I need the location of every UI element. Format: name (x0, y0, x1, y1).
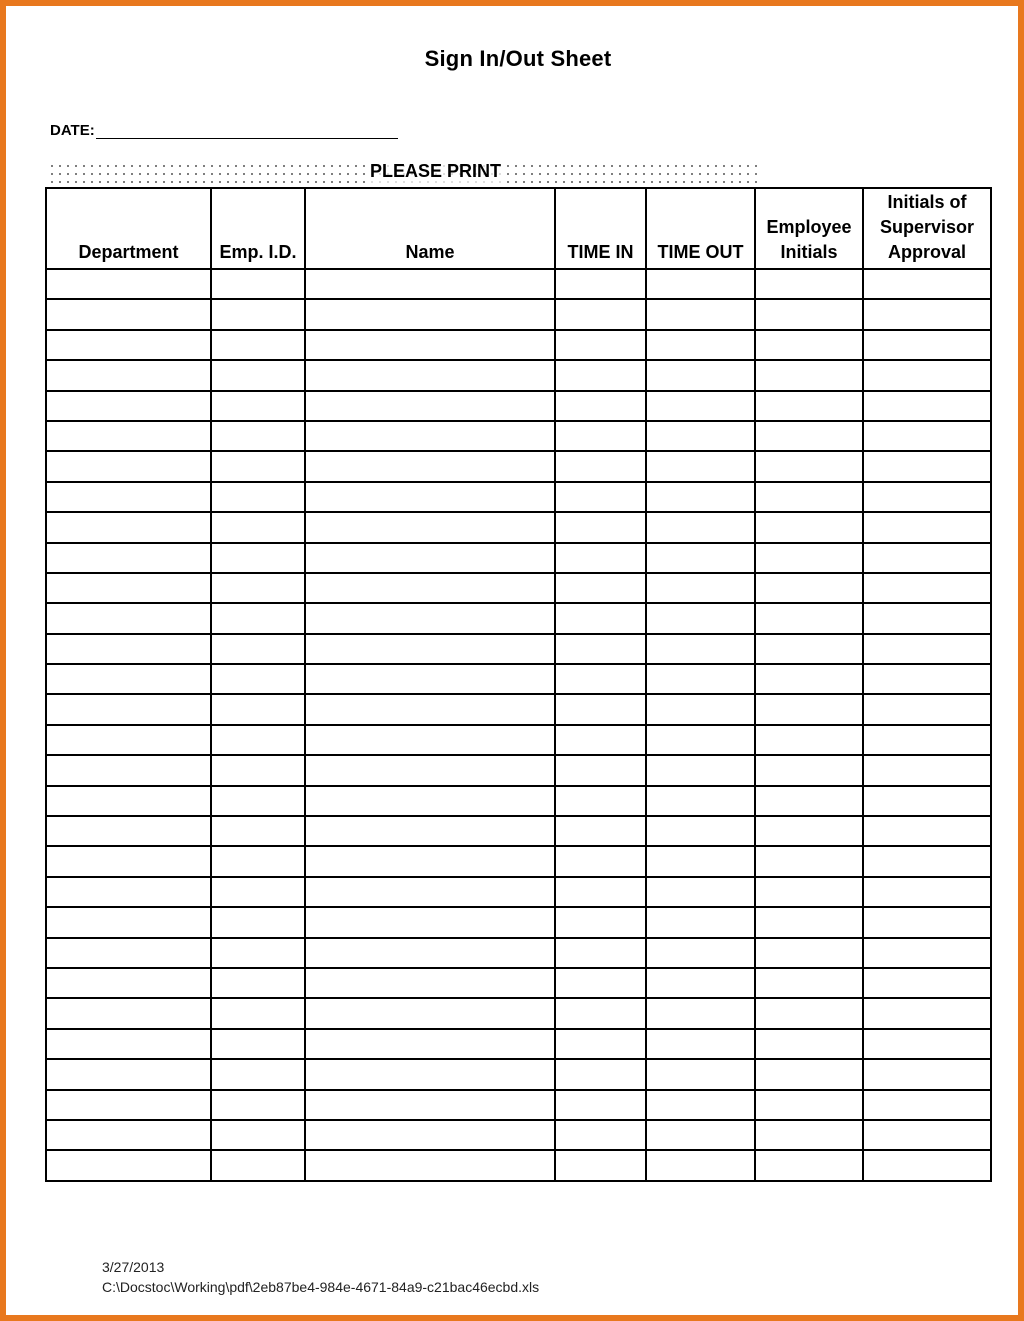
column-header-line: TIME OUT (657, 242, 744, 262)
cell-supervisor-approval[interactable] (863, 816, 991, 846)
cell-name[interactable] (305, 603, 555, 633)
cell-name[interactable] (305, 786, 555, 816)
cell-emp-id[interactable] (211, 1029, 305, 1059)
cell-name[interactable] (305, 938, 555, 968)
cell-department[interactable] (46, 421, 211, 451)
cell-emp-id[interactable] (211, 755, 305, 785)
cell-time-in[interactable] (555, 360, 646, 390)
cell-employee-initials[interactable] (755, 968, 863, 998)
cell-employee-initials[interactable] (755, 421, 863, 451)
cell-name[interactable] (305, 846, 555, 876)
cell-time-out[interactable] (646, 998, 755, 1028)
cell-time-in[interactable] (555, 512, 646, 542)
cell-time-out[interactable] (646, 968, 755, 998)
cell-emp-id[interactable] (211, 634, 305, 664)
cell-emp-id[interactable] (211, 1120, 305, 1150)
cell-supervisor-approval[interactable] (863, 391, 991, 421)
cell-time-in[interactable] (555, 938, 646, 968)
cell-name[interactable] (305, 330, 555, 360)
table-row (46, 1090, 991, 1120)
cell-supervisor-approval[interactable] (863, 634, 991, 664)
table-row (46, 634, 991, 664)
cell-time-in[interactable] (555, 330, 646, 360)
table-row (46, 786, 991, 816)
table-row (46, 907, 991, 937)
cell-department[interactable] (46, 938, 211, 968)
cell-time-in[interactable] (555, 634, 646, 664)
cell-employee-initials[interactable] (755, 846, 863, 876)
cell-name[interactable] (305, 1120, 555, 1150)
cell-department[interactable] (46, 299, 211, 329)
column-header-line: Initials (780, 242, 838, 262)
cell-time-out[interactable] (646, 634, 755, 664)
cell-emp-id[interactable] (211, 694, 305, 724)
cell-employee-initials[interactable] (755, 664, 863, 694)
table-row (46, 1150, 991, 1180)
cell-emp-id[interactable] (211, 1059, 305, 1089)
cell-supervisor-approval[interactable] (863, 968, 991, 998)
cell-time-out[interactable] (646, 482, 755, 512)
cell-emp-id[interactable] (211, 1090, 305, 1120)
cell-time-out[interactable] (646, 1059, 755, 1089)
cell-time-out[interactable] (646, 573, 755, 603)
cell-emp-id[interactable] (211, 573, 305, 603)
cell-time-out[interactable] (646, 421, 755, 451)
cell-employee-initials[interactable] (755, 755, 863, 785)
cell-supervisor-approval[interactable] (863, 907, 991, 937)
date-blank-line (96, 124, 398, 139)
cell-time-in[interactable] (555, 998, 646, 1028)
cell-time-in[interactable] (555, 451, 646, 481)
cell-emp-id[interactable] (211, 968, 305, 998)
cell-name[interactable] (305, 755, 555, 785)
cell-time-in[interactable] (555, 421, 646, 451)
cell-name[interactable] (305, 1150, 555, 1180)
cell-time-out[interactable] (646, 299, 755, 329)
cell-department[interactable] (46, 451, 211, 481)
cell-department[interactable] (46, 1090, 211, 1120)
cell-time-out[interactable] (646, 1090, 755, 1120)
cell-employee-initials[interactable] (755, 694, 863, 724)
cell-supervisor-approval[interactable] (863, 573, 991, 603)
cell-supervisor-approval[interactable] (863, 846, 991, 876)
cell-supervisor-approval[interactable] (863, 421, 991, 451)
cell-department[interactable] (46, 603, 211, 633)
cell-supervisor-approval[interactable] (863, 603, 991, 633)
cell-name[interactable] (305, 482, 555, 512)
cell-department[interactable] (46, 664, 211, 694)
cell-employee-initials[interactable] (755, 1090, 863, 1120)
cell-time-out[interactable] (646, 786, 755, 816)
table-row (46, 391, 991, 421)
cell-time-out[interactable] (646, 755, 755, 785)
cell-department[interactable] (46, 543, 211, 573)
cell-employee-initials[interactable] (755, 482, 863, 512)
sign-in-table (45, 187, 992, 1182)
please-print-label: PLEASE PRINT (366, 160, 505, 183)
column-header-supervisor-approval (863, 188, 991, 269)
sheet-title: Sign In/Out Sheet (424, 46, 612, 71)
cell-name[interactable] (305, 907, 555, 937)
cell-time-out[interactable] (646, 938, 755, 968)
cell-name[interactable] (305, 634, 555, 664)
cell-time-out[interactable] (646, 391, 755, 421)
table-row (46, 664, 991, 694)
cell-emp-id[interactable] (211, 907, 305, 937)
cell-time-in[interactable] (555, 1120, 646, 1150)
cell-time-in[interactable] (555, 1150, 646, 1180)
cell-time-in[interactable] (555, 755, 646, 785)
cell-emp-id[interactable] (211, 299, 305, 329)
cell-time-out[interactable] (646, 907, 755, 937)
cell-department[interactable] (46, 877, 211, 907)
cell-department[interactable] (46, 512, 211, 542)
cell-supervisor-approval[interactable] (863, 360, 991, 390)
cell-emp-id[interactable] (211, 846, 305, 876)
cell-time-out[interactable] (646, 816, 755, 846)
cell-time-out[interactable] (646, 330, 755, 360)
cell-employee-initials[interactable] (755, 1029, 863, 1059)
cell-time-out[interactable] (646, 1150, 755, 1180)
cell-employee-initials[interactable] (755, 451, 863, 481)
cell-time-in[interactable] (555, 269, 646, 299)
cell-department[interactable] (46, 755, 211, 785)
cell-time-in[interactable] (555, 877, 646, 907)
cell-department[interactable] (46, 1059, 211, 1089)
cell-employee-initials[interactable] (755, 1150, 863, 1180)
table-row (46, 421, 991, 451)
cell-time-in[interactable] (555, 1029, 646, 1059)
cell-emp-id[interactable] (211, 543, 305, 573)
cell-employee-initials[interactable] (755, 725, 863, 755)
cell-supervisor-approval[interactable] (863, 1059, 991, 1089)
table-row (46, 694, 991, 724)
table-row (46, 451, 991, 481)
cell-department[interactable] (46, 907, 211, 937)
table-row (46, 725, 991, 755)
cell-name[interactable] (305, 877, 555, 907)
cell-time-out[interactable] (646, 694, 755, 724)
cell-supervisor-approval[interactable] (863, 451, 991, 481)
cell-supervisor-approval[interactable] (863, 543, 991, 573)
cell-employee-initials[interactable] (755, 603, 863, 633)
cell-supervisor-approval[interactable] (863, 1120, 991, 1150)
cell-employee-initials[interactable] (755, 938, 863, 968)
column-header-line: Department (78, 242, 179, 262)
cell-time-in[interactable] (555, 725, 646, 755)
cell-employee-initials[interactable] (755, 1120, 863, 1150)
column-header-time-in (555, 188, 646, 269)
cell-emp-id[interactable] (211, 421, 305, 451)
cell-name[interactable] (305, 816, 555, 846)
cell-supervisor-approval[interactable] (863, 664, 991, 694)
cell-supervisor-approval[interactable] (863, 299, 991, 329)
cell-name[interactable] (305, 512, 555, 542)
cell-employee-initials[interactable] (755, 512, 863, 542)
cell-name[interactable] (305, 664, 555, 694)
column-header-line: Initials of (887, 192, 967, 212)
cell-time-out[interactable] (646, 543, 755, 573)
cell-emp-id[interactable] (211, 786, 305, 816)
cell-supervisor-approval[interactable] (863, 1150, 991, 1180)
cell-time-in[interactable] (555, 543, 646, 573)
table-row (46, 938, 991, 968)
cell-time-in[interactable] (555, 482, 646, 512)
cell-employee-initials[interactable] (755, 573, 863, 603)
cell-supervisor-approval[interactable] (863, 269, 991, 299)
cell-employee-initials[interactable] (755, 1059, 863, 1089)
cell-name[interactable] (305, 694, 555, 724)
table-row (46, 755, 991, 785)
cell-department[interactable] (46, 360, 211, 390)
column-header-line: Employee (766, 217, 852, 237)
cell-time-out[interactable] (646, 512, 755, 542)
cell-department[interactable] (46, 1029, 211, 1059)
footer-date: 3/27/2013 (102, 1259, 165, 1275)
cell-employee-initials[interactable] (755, 816, 863, 846)
cell-department[interactable] (46, 998, 211, 1028)
cell-emp-id[interactable] (211, 269, 305, 299)
column-header-emp-id (211, 188, 305, 269)
cell-name[interactable] (305, 269, 555, 299)
cell-time-in[interactable] (555, 846, 646, 876)
table-row (46, 877, 991, 907)
cell-department[interactable] (46, 330, 211, 360)
table-row (46, 360, 991, 390)
cell-time-out[interactable] (646, 846, 755, 876)
cell-time-in[interactable] (555, 299, 646, 329)
cell-emp-id[interactable] (211, 482, 305, 512)
column-header-line: Supervisor (879, 217, 975, 237)
cell-time-in[interactable] (555, 1059, 646, 1089)
cell-emp-id[interactable] (211, 938, 305, 968)
cell-name[interactable] (305, 1090, 555, 1120)
table-row (46, 1059, 991, 1089)
cell-name[interactable] (305, 360, 555, 390)
cell-time-out[interactable] (646, 1120, 755, 1150)
cell-emp-id[interactable] (211, 877, 305, 907)
cell-supervisor-approval[interactable] (863, 877, 991, 907)
cell-employee-initials[interactable] (755, 391, 863, 421)
cell-supervisor-approval[interactable] (863, 755, 991, 785)
table-header-row (46, 188, 991, 269)
cell-department[interactable] (46, 1150, 211, 1180)
cell-time-in[interactable] (555, 694, 646, 724)
table-row (46, 1120, 991, 1150)
table-row (46, 998, 991, 1028)
cell-time-out[interactable] (646, 603, 755, 633)
cell-employee-initials[interactable] (755, 330, 863, 360)
cell-employee-initials[interactable] (755, 907, 863, 937)
cell-emp-id[interactable] (211, 330, 305, 360)
cell-employee-initials[interactable] (755, 998, 863, 1028)
cell-emp-id[interactable] (211, 360, 305, 390)
cell-name[interactable] (305, 391, 555, 421)
table-body (46, 269, 991, 1181)
cell-department[interactable] (46, 634, 211, 664)
column-header-name (305, 188, 555, 269)
cell-department[interactable] (46, 816, 211, 846)
cell-supervisor-approval[interactable] (863, 512, 991, 542)
cell-time-in[interactable] (555, 907, 646, 937)
column-header-department (46, 188, 211, 269)
cell-employee-initials[interactable] (755, 634, 863, 664)
table-row (46, 968, 991, 998)
cell-employee-initials[interactable] (755, 877, 863, 907)
please-print-banner (46, 160, 758, 183)
document-footer (102, 1257, 539, 1297)
cell-name[interactable] (305, 1059, 555, 1089)
cell-name[interactable] (305, 573, 555, 603)
cell-department[interactable] (46, 725, 211, 755)
cell-employee-initials[interactable] (755, 299, 863, 329)
column-header-time-out (646, 188, 755, 269)
cell-time-out[interactable] (646, 664, 755, 694)
cell-time-out[interactable] (646, 451, 755, 481)
cell-department[interactable] (46, 968, 211, 998)
cell-time-out[interactable] (646, 877, 755, 907)
cell-emp-id[interactable] (211, 998, 305, 1028)
cell-emp-id[interactable] (211, 512, 305, 542)
cell-emp-id[interactable] (211, 451, 305, 481)
cell-time-out[interactable] (646, 360, 755, 390)
cell-name[interactable] (305, 543, 555, 573)
cell-time-in[interactable] (555, 968, 646, 998)
column-header-line: Approval (887, 242, 966, 262)
cell-time-in[interactable] (555, 816, 646, 846)
cell-supervisor-approval[interactable] (863, 694, 991, 724)
column-header-line: Name (405, 242, 455, 262)
cell-name[interactable] (305, 968, 555, 998)
cell-supervisor-approval[interactable] (863, 998, 991, 1028)
cell-supervisor-approval[interactable] (863, 1090, 991, 1120)
cell-time-out[interactable] (646, 1029, 755, 1059)
cell-department[interactable] (46, 694, 211, 724)
cell-emp-id[interactable] (211, 725, 305, 755)
column-header-line: Emp. I.D. (219, 242, 297, 262)
cell-name[interactable] (305, 451, 555, 481)
table-row (46, 330, 991, 360)
table-row (46, 543, 991, 573)
cell-time-in[interactable] (555, 1090, 646, 1120)
date-label: DATE: (50, 122, 95, 139)
cell-time-in[interactable] (555, 786, 646, 816)
cell-time-out[interactable] (646, 725, 755, 755)
table-row (46, 1029, 991, 1059)
cell-employee-initials[interactable] (755, 269, 863, 299)
cell-name[interactable] (305, 299, 555, 329)
cell-time-in[interactable] (555, 664, 646, 694)
table-row (46, 482, 991, 512)
table-row (46, 573, 991, 603)
cell-name[interactable] (305, 1029, 555, 1059)
cell-department[interactable] (46, 786, 211, 816)
cell-department[interactable] (46, 482, 211, 512)
cell-supervisor-approval[interactable] (863, 482, 991, 512)
table-row (46, 512, 991, 542)
cell-department[interactable] (46, 573, 211, 603)
cell-emp-id[interactable] (211, 816, 305, 846)
cell-department[interactable] (46, 1120, 211, 1150)
cell-name[interactable] (305, 421, 555, 451)
cell-supervisor-approval[interactable] (863, 330, 991, 360)
footer-file-path: C:\Docstoc\Working\pdf\2eb87be4-984e-4671-84a9-c21bac46ecbd.xls (102, 1279, 540, 1295)
cell-emp-id[interactable] (211, 1150, 305, 1180)
cell-name[interactable] (305, 725, 555, 755)
cell-time-in[interactable] (555, 391, 646, 421)
date-field (50, 122, 398, 139)
cell-employee-initials[interactable] (755, 543, 863, 573)
cell-supervisor-approval[interactable] (863, 786, 991, 816)
table-row (46, 816, 991, 846)
cell-emp-id[interactable] (211, 603, 305, 633)
cell-time-in[interactable] (555, 573, 646, 603)
column-header-employee-initials (755, 188, 863, 269)
cell-time-out[interactable] (646, 269, 755, 299)
cell-department[interactable] (46, 846, 211, 876)
cell-emp-id[interactable] (211, 664, 305, 694)
table-row (46, 603, 991, 633)
cell-department[interactable] (46, 391, 211, 421)
cell-time-in[interactable] (555, 603, 646, 633)
column-header-line: TIME IN (567, 242, 634, 262)
cell-name[interactable] (305, 998, 555, 1028)
cell-department[interactable] (46, 269, 211, 299)
table-row (46, 269, 991, 299)
cell-employee-initials[interactable] (755, 786, 863, 816)
table-row (46, 299, 991, 329)
cell-supervisor-approval[interactable] (863, 938, 991, 968)
cell-emp-id[interactable] (211, 391, 305, 421)
table-row (46, 846, 991, 876)
cell-supervisor-approval[interactable] (863, 1029, 991, 1059)
cell-supervisor-approval[interactable] (863, 725, 991, 755)
cell-employee-initials[interactable] (755, 360, 863, 390)
